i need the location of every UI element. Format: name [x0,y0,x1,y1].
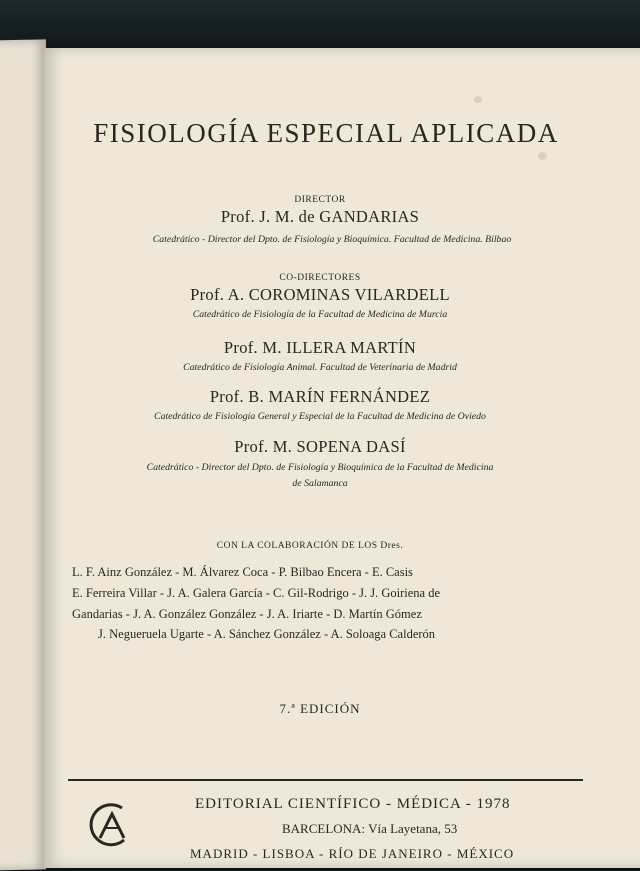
codirector-affiliation-continued: de Salamanca [292,478,348,489]
collaborators-line: E. Ferreira Villar - J. A. Galera García - C. Gil-Rodrigo - J. J. Goiriena de [72,586,441,600]
codirector-name: Prof. M. SOPENA DASÍ [234,437,406,456]
page-stain [474,96,482,103]
publisher-logo-icon [82,800,142,850]
codirector-affiliation: Catedrático - Director del Dpto. de Fisiología y Bioquímica de la Facultad de Medicina [146,462,494,473]
publisher-cities: MADRID - LISBOA - RÍO DE JANEIRO - MÉXICO [190,846,515,861]
codirector-name: Prof. B. MARÍN FERNÁNDEZ [209,387,431,406]
publisher-address: BARCELONA: Vía Layetana, 53 [282,821,458,836]
publisher-name: EDITORIAL CIENTÍFICO - MÉDICA - 1978 [195,796,511,812]
codirectors-label: CO-DIRECTORES [279,273,361,283]
edition: 7.ª EDICIÓN [279,701,361,716]
collaborators-line: J. Negueruela Ugarte - A. Sánchez González - A. Soloaga Calderón [98,627,436,641]
codirector-affiliation: Catedrático de Fisiología Animal. Facultad de Veterinaria de Madrid [183,362,457,373]
director-affiliation: Catedrático - Director del Dpto. de Fisiología y Bioquímica. Facultad de Medicina. Bilbao [152,234,512,245]
divider-rule [68,779,583,781]
collaboration-label: CON LA COLABORACIÓN DE LOS Dres. [216,541,404,551]
collaborators-line: Gandarias - J. A. González González - J. A. Iriarte - D. Martín Gómez [72,607,422,621]
codirector-name: Prof. M. ILLERA MARTÍN [223,338,417,357]
title-page [44,48,640,868]
director-name: Prof. J. M. de GANDARIAS [220,207,420,226]
codirector-affiliation: Catedrático de Fisiología de la Facultad de Medicina de Murcia [192,309,448,320]
collaborators-line: L. F. Ainz González - M. Álvarez Coca - P. Bilbao Encera - E. Casis [72,565,413,579]
codirector-name: Prof. A. COROMINAS VILARDELL [190,285,450,304]
book-title: FISIOLOGÍA ESPECIAL APLICADA [93,118,559,148]
page-stain [538,152,547,160]
director-label: DIRECTOR [294,195,346,205]
codirector-affiliation: Catedrático de Fisiología General y Especial de la Facultad de Medicina de Oviedo [154,411,486,422]
